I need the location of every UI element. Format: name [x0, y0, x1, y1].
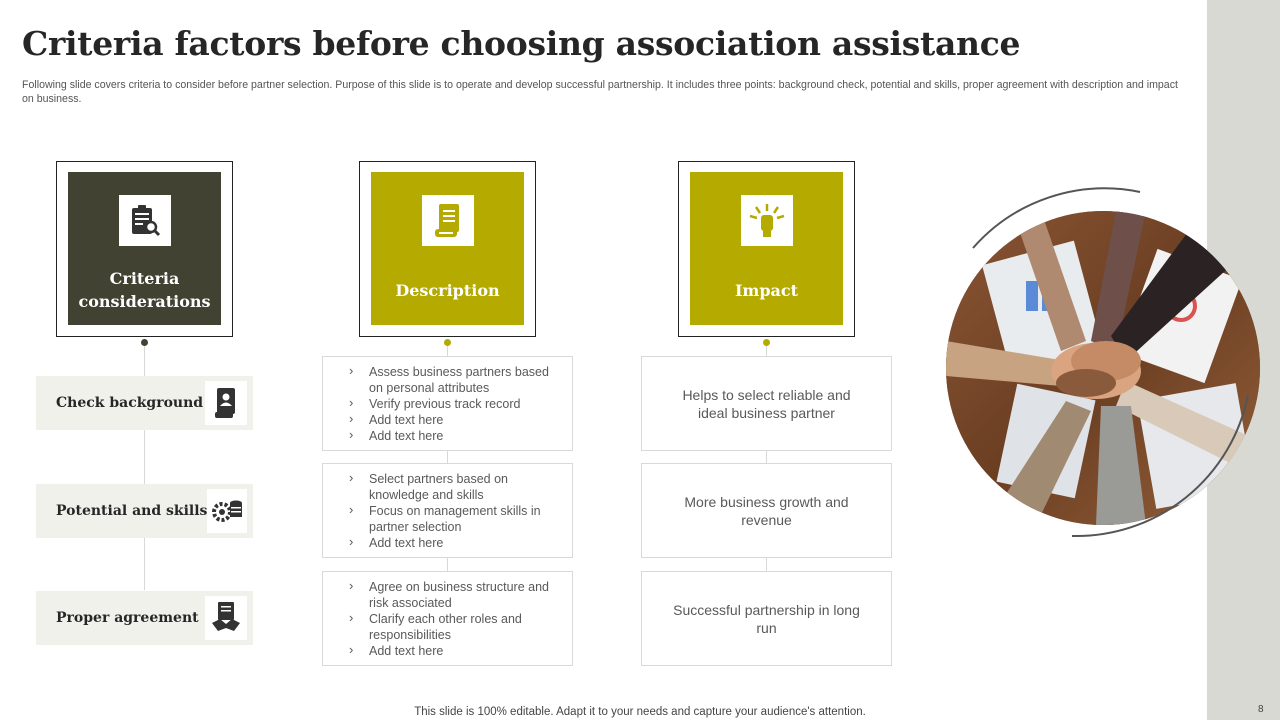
description-bullet: › Add text here — [349, 428, 562, 444]
description-bullet: › Add text here — [349, 535, 562, 551]
clipboard-search-icon — [119, 195, 171, 246]
header-impact-label: Impact — [734, 280, 799, 300]
header-impact-box — [690, 172, 843, 325]
impact-box-2: More business growth and revenue — [641, 463, 892, 558]
header-criteria-frame — [56, 161, 233, 337]
gear-skills-icon — [207, 489, 247, 533]
footer-text: This slide is 100% editable. Adapt it to your needs and capture your audience's attention. — [414, 706, 866, 718]
impact-box-1: Helps to select reliable and ideal business partner — [641, 356, 892, 451]
header-impact-frame — [678, 161, 855, 337]
description-bullet: › Agree on business structure and risk associated — [349, 579, 562, 611]
description-bullet: › Focus on management skills in partner selection — [349, 503, 562, 535]
impact-box-3: Successful partnership in long run — [641, 571, 892, 666]
criteria-row-background — [36, 376, 253, 430]
fist-impact-icon — [741, 195, 793, 246]
description-bullet: › Clarify each other roles and responsibilities — [349, 611, 562, 643]
footer-note — [0, 706, 1280, 718]
description-bullet: › Add text here — [349, 412, 562, 428]
criteria-row-agreement — [36, 591, 253, 645]
connector-dot — [141, 339, 148, 346]
connector-dot — [444, 339, 451, 346]
connector-line — [766, 450, 767, 463]
header-criteria-box — [68, 172, 221, 325]
connector-line — [447, 346, 448, 356]
connector-line — [447, 450, 448, 463]
profile-document-icon — [205, 381, 247, 425]
description-bullet: › Select partners based on knowledge and skills — [349, 471, 562, 503]
description-box-3 — [322, 571, 573, 666]
header-criteria-label: Criteria considerations — [78, 269, 211, 311]
description-bullet: › Add text here — [349, 643, 562, 659]
header-description-box — [371, 172, 524, 325]
criteria-label: Check background — [56, 395, 204, 411]
header-description-frame — [359, 161, 536, 337]
slide-title: Criteria factors before choosing association assistance — [22, 24, 1021, 63]
description-bullet: › Verify previous track record — [349, 396, 562, 412]
description-box-2 — [322, 463, 573, 558]
description-bullet: › Assess business partners based on personal attributes — [349, 364, 562, 396]
header-description-label: Description — [395, 280, 500, 300]
connector-line — [766, 558, 767, 571]
slide-subtitle: Following slide covers criteria to consider before partner selection. Purpose of this slide is to operate and develop successful partnership. It includes three points: background check, potential and skills, proper agreement with description and impact on business. — [22, 79, 1178, 105]
description-box-1 — [322, 356, 573, 451]
connector-line — [447, 558, 448, 571]
handshake-agreement-icon — [205, 596, 247, 640]
criteria-label: Potential and skills — [56, 503, 208, 519]
page-number: 8 — [1258, 704, 1264, 715]
criteria-label: Proper agreement — [56, 610, 199, 626]
connector-line — [766, 346, 767, 356]
criteria-row-skills — [36, 484, 253, 538]
decorative-arcs — [940, 180, 1270, 550]
document-scroll-icon — [422, 195, 474, 246]
connector-dot — [763, 339, 770, 346]
